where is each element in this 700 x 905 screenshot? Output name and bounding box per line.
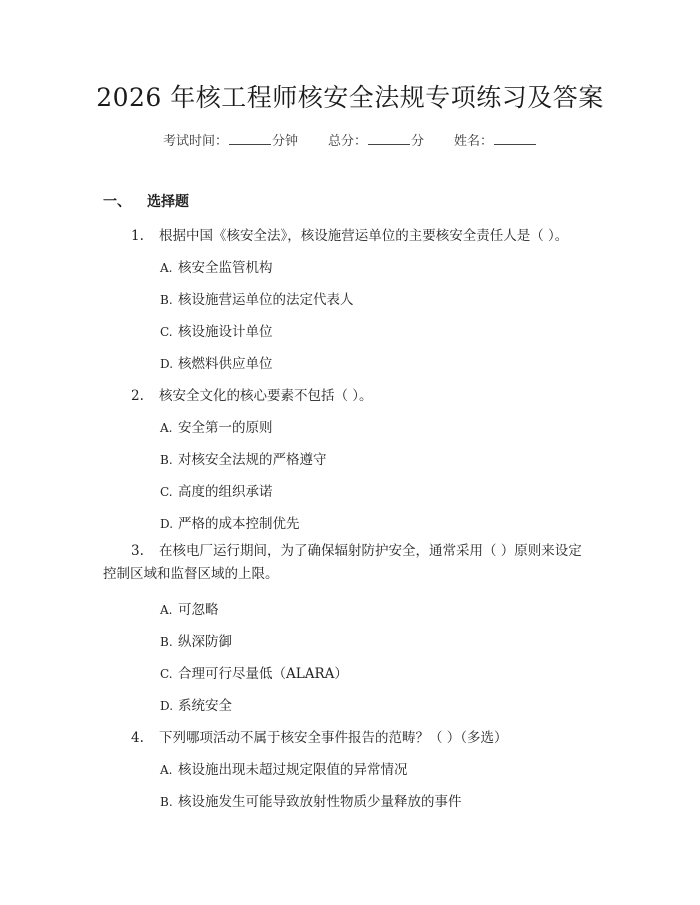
question-2-option-b: B. 对核安全法规的严格遵守 [160, 452, 327, 468]
exam-time: 考试时间： 分钟 [162, 134, 298, 149]
exam-meta [0, 130, 700, 149]
question-3 [103, 540, 603, 586]
question-2-option-c: C. 高度的组织承诺 [160, 484, 273, 500]
question-3-line-2: 控制区域和监督区域的上限。 [103, 566, 279, 582]
question-1-option-b: B. 核设施营运单位的法定代表人 [160, 292, 354, 308]
question-1: 1. 根据中国《核安全法》，核设施营运单位的主要核安全责任人是（ ）。 [131, 228, 569, 244]
question-4-option-b: B. 核设施发生可能导致放射性物质少量释放的事件 [160, 794, 462, 810]
question-2-option-d: D. 严格的成本控制优先 [160, 516, 300, 532]
question-1-option-d: D. 核燃料供应单位 [160, 356, 273, 372]
question-3-option-d: D. 系统安全 [160, 698, 232, 714]
question-2: 2. 核安全文化的核心要素不包括（ ）。 [131, 388, 373, 404]
question-4-option-a: A. 核设施出现未超过规定限值的异常情况 [160, 762, 408, 778]
question-1-option-c: C. 核设施设计单位 [160, 324, 273, 340]
question-3-option-b: B. 纵深防御 [160, 634, 232, 650]
student-name: 姓名： [454, 130, 537, 149]
question-1-option-a: A. 核安全监管机构 [160, 260, 273, 276]
document-title: 2026 年核工程师核安全法规专项练习及答案 [96, 83, 604, 112]
question-3-option-c: C. 合理可行尽量低（ALARA） [160, 666, 348, 682]
question-3-option-a: A. 可忽略 [160, 602, 219, 618]
section-heading: 一、 选择题 [103, 194, 189, 210]
question-4: 4. 下列哪项活动不属于核安全事件报告的范畴？（ ）（多选） [131, 730, 508, 746]
question-3-line-1: 3. 在核电厂运行期间，为了确保辐射防护安全，通常采用（ ）原则来设定 [131, 543, 582, 559]
question-2-option-a: A. 安全第一的原则 [160, 420, 273, 436]
name-blank [494, 132, 536, 145]
total-score: 总分： 分 [327, 134, 425, 149]
time-blank [229, 132, 271, 145]
score-blank [368, 132, 410, 145]
